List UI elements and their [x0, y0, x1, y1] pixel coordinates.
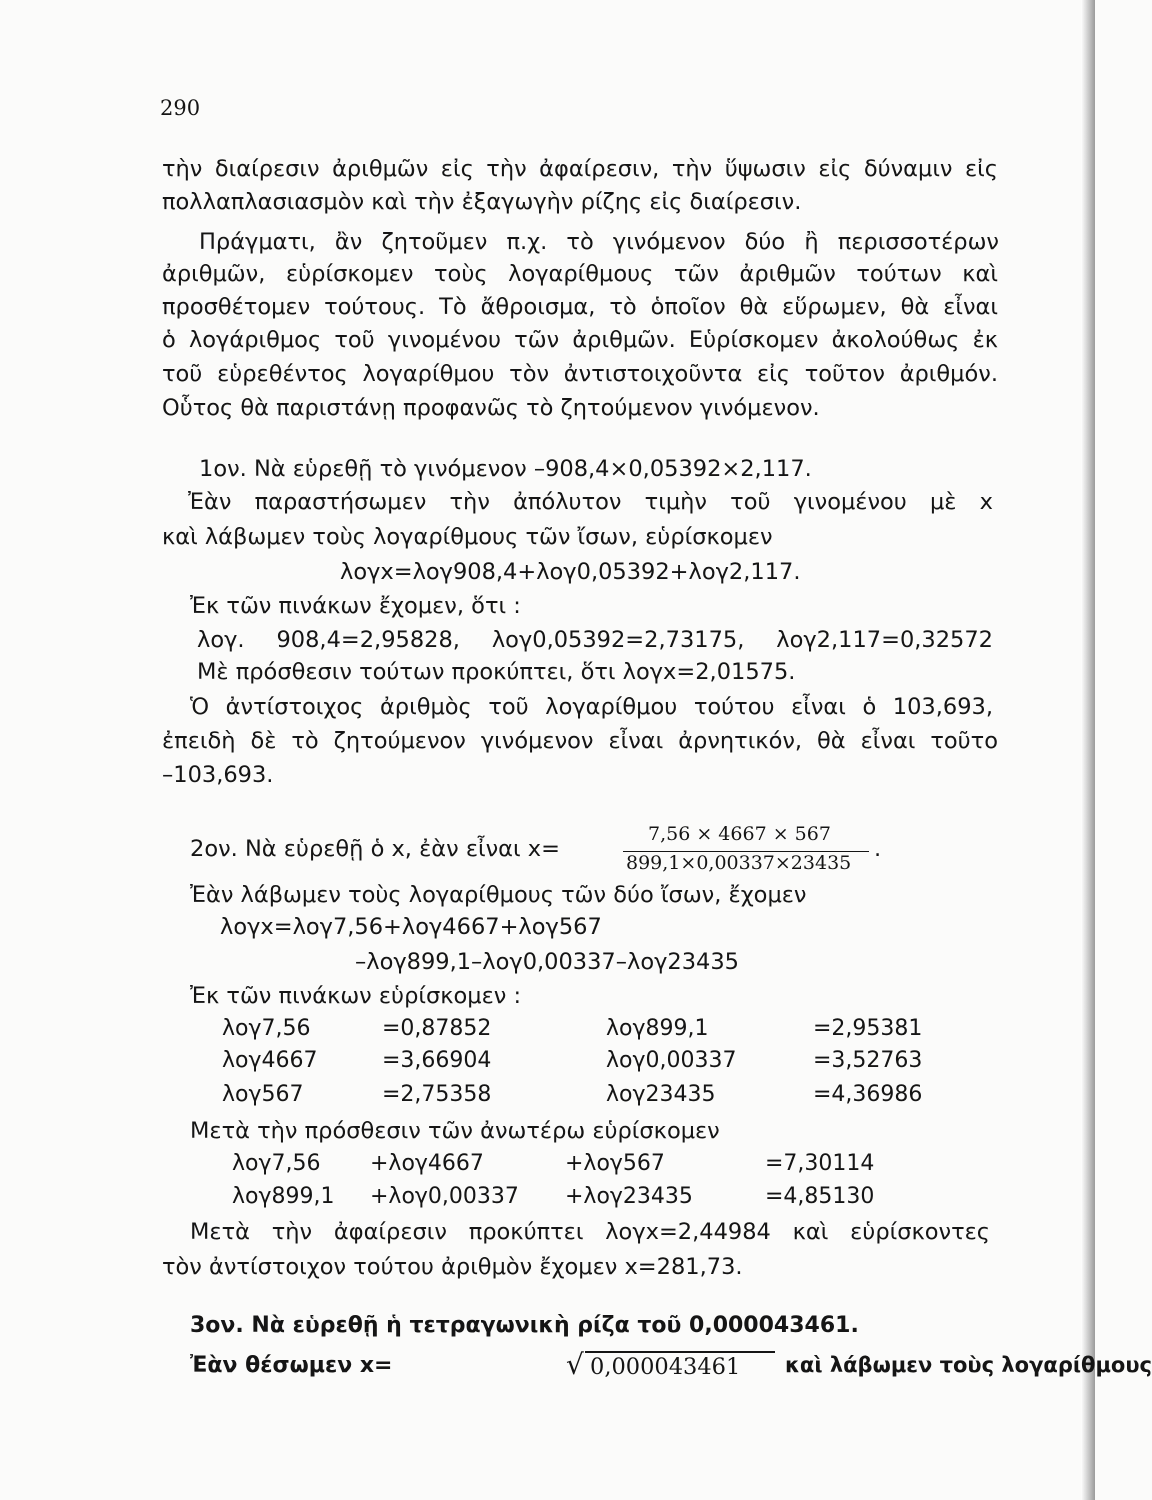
example-1-line-5: Ὁ ἀντίστοιχος ἀριθμὸς τοῦ λογαρίθμου τούτου εἶναι ὁ 103,693, — [190, 694, 993, 720]
text-line-5: προσθέτομεν τούτους. Τὸ ἄθροισμα, τὸ ὁποῖον θὰ εὕρωμεν, θὰ εἶναι — [162, 294, 998, 320]
page-number: 290 — [160, 96, 201, 120]
sum-table-cell: =7,30114 — [765, 1151, 875, 1176]
log-table-cell: =2,75358 — [382, 1082, 492, 1107]
example-1-line-3: Ἐκ τῶν πινάκων ἔχομεν, ὅτι : — [190, 593, 521, 619]
example-2-equation-2: –λογ899,1–λογ0,00337–λογ23435 — [355, 949, 739, 975]
fraction-period: . — [874, 836, 882, 862]
text-line-8: Οὗτος θὰ παριστάνῃ προφανῶς τὸ ζητούμενον γινόμενον. — [162, 395, 820, 421]
sum-table-cell: λογ7,56 — [232, 1151, 321, 1176]
log-table-cell: λογ4667 — [222, 1048, 318, 1073]
example-2-title: 2ον. Νὰ εὑρεθῇ ὁ x, ἐὰν εἶναι x= — [190, 836, 560, 862]
example-2-line-4: Μετὰ τὴν ἀφαίρεσιν προκύπτει λογx=2,44984 καὶ εὑρίσκοντες — [190, 1219, 990, 1245]
example-1-logs: λογ. 908,4=2,95828, λογ0,05392=2,73175, λογ2,117=0,32572 — [197, 627, 993, 653]
text-line-1: τὴν διαίρεσιν ἀριθμῶν εἰς τὴν ἀφαίρεσιν, τὴν ὕψωσιν εἰς δύναμιν εἰς — [162, 156, 998, 182]
example-3-title: 3ον. Νὰ εὑρεθῇ ἡ τετραγωνικὴ ρίζα τοῦ 0,000043461. — [190, 1313, 859, 1338]
log-table-cell: =4,36986 — [813, 1082, 923, 1107]
example-1-line-4: Μὲ πρόσθεσιν τούτων προκύπτει, ὅτι λογx=2,01575. — [197, 659, 796, 685]
log-table-cell: =3,52763 — [813, 1048, 923, 1073]
fraction-denominator: 899,1×0,00337×23435 — [626, 852, 852, 874]
radicand: 0,000043461 — [590, 1354, 741, 1380]
text-line-7: τοῦ εὑρεθέντος λογαρίθμου τὸν ἀντιστοιχοῦντα εἰς τοῦτον ἀριθμόν. — [162, 361, 998, 387]
page-edge-shadow — [1081, 0, 1095, 1500]
example-3-line-1-end: καὶ λάβωμεν τοὺς λογαρίθμους — [785, 1353, 1152, 1377]
text-line-2: πολλαπλασιασμὸν καὶ τὴν ἐξαγωγὴν ρίζης εἰς διαίρεσιν. — [162, 189, 802, 215]
sum-table-cell: +λογ23435 — [565, 1184, 693, 1209]
sum-table-cell: λογ899,1 — [232, 1184, 335, 1209]
example-1-title: 1ον. Νὰ εὑρεθῇ τὸ γινόμενον –908,4×0,05392×2,117. — [199, 456, 812, 482]
example-1-line-1: Ἐὰν παραστήσωμεν τὴν ἀπόλυτον τιμὴν τοῦ γινομένου μὲ x — [188, 489, 993, 515]
log-table-cell: λογ23435 — [606, 1082, 716, 1107]
example-3-line-1-start: Ἐὰν θέσωμεν x= — [190, 1353, 393, 1378]
example-2-line-5: τὸν ἀντίστοιχον τούτου ἀριθμὸν ἔχομεν x=281,73. — [162, 1254, 743, 1280]
log-table-cell: =2,95381 — [813, 1016, 923, 1041]
text-line-6: ὁ λογάριθμος τοῦ γινομένου τῶν ἀριθμῶν. Εὑρίσκομεν ἀκολούθως ἐκ — [162, 327, 998, 353]
radical-overbar — [585, 1351, 775, 1353]
sum-table-cell: +λογ567 — [565, 1151, 665, 1176]
sum-table-cell: +λογ4667 — [370, 1151, 484, 1176]
log-table-cell: =0,87852 — [382, 1016, 492, 1041]
text-line-4: ἀριθμῶν, εὑρίσκομεν τοὺς λογαρίθμους τῶν ἀριθμῶν τούτων καὶ — [162, 261, 998, 287]
example-2-line-2: Ἐκ τῶν πινάκων εὑρίσκομεν : — [190, 983, 522, 1009]
log-table-cell: λογ0,00337 — [606, 1048, 737, 1073]
example-2-line-1: Ἐὰν λάβωμεν τοὺς λογαρίθμους τῶν δύο ἴσων, ἔχομεν — [190, 882, 807, 908]
log-table-cell: λογ7,56 — [222, 1016, 311, 1041]
example-1-equation: λογx=λογ908,4+λογ0,05392+λογ2,117. — [340, 559, 801, 585]
sum-table-cell: +λογ0,00337 — [370, 1184, 519, 1209]
example-1-line-6: ἐπειδὴ δὲ τὸ ζητούμενον γινόμενον εἶναι ἀρνητικόν, θὰ εἶναι τοῦτο — [162, 728, 998, 754]
example-1-line-7: –103,693. — [162, 762, 274, 788]
sum-table-cell: =4,85130 — [765, 1184, 875, 1209]
log-table-cell: =3,66904 — [382, 1048, 492, 1073]
example-1-line-2: καὶ λάβωμεν τοὺς λογαρίθμους τῶν ἴσων, εὑρίσκομεν — [162, 524, 773, 550]
example-2-equation-1: λογx=λογ7,56+λογ4667+λογ567 — [220, 914, 602, 940]
log-table-cell: λογ899,1 — [606, 1016, 709, 1041]
text-line-3: Πράγματι, ἂν ζητοῦμεν π.χ. τὸ γινόμενον δύο ἢ περισσοτέρων — [199, 229, 999, 255]
radical-sign: √ — [566, 1348, 584, 1381]
example-2-line-3: Μετὰ τὴν πρόσθεσιν τῶν ἀνωτέρω εὑρίσκομεν — [190, 1118, 720, 1144]
fraction-numerator: 7,56 × 4667 × 567 — [648, 823, 831, 845]
log-table-cell: λογ567 — [222, 1082, 304, 1107]
